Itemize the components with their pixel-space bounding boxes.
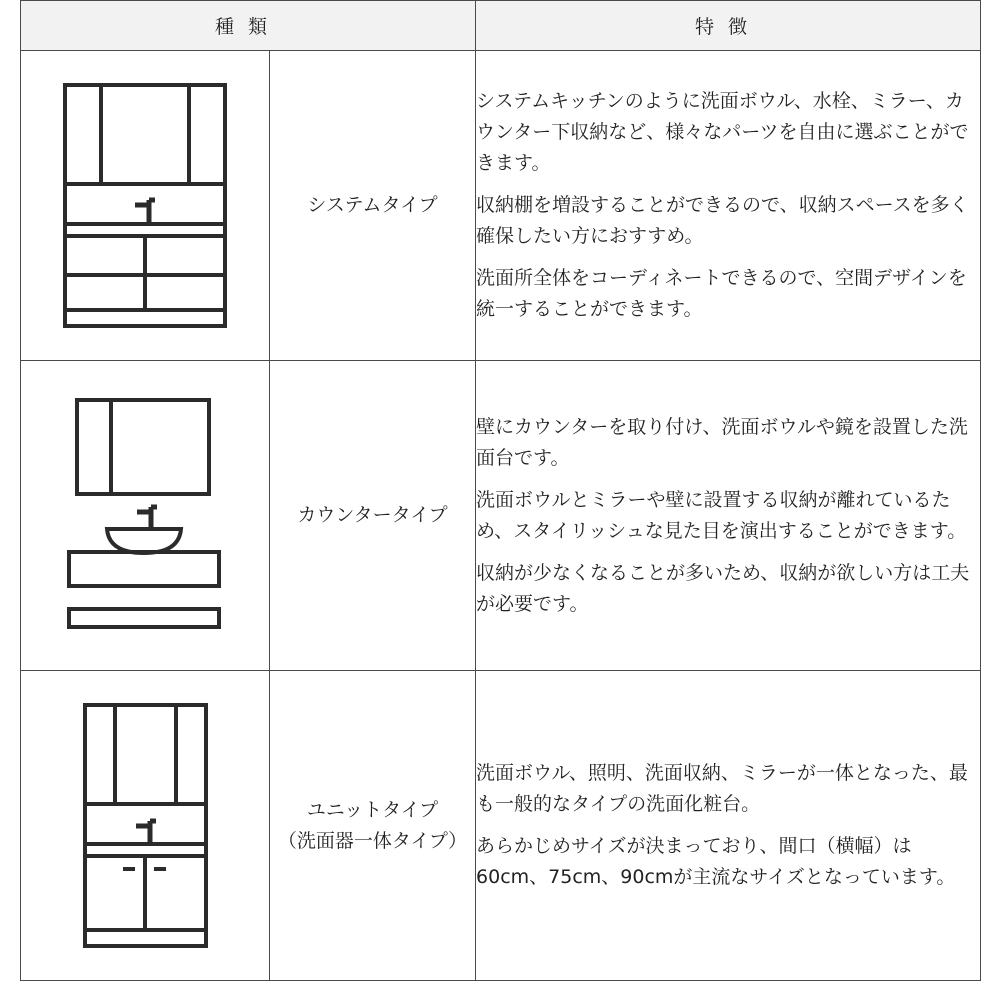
illustration-cell <box>21 361 270 671</box>
description-paragraph: 収納棚を増設することができるので、収納スペースを多く確保したい方におすすめ。 <box>476 194 969 247</box>
type-name: システムタイプ <box>307 194 438 216</box>
header-row <box>21 1 981 51</box>
description-paragraph: システムキッチンのように洗面ボウル、水栓、ミラー、カウンター下収納など、様々なパーツを自由に選ぶことができます。 <box>476 90 969 174</box>
table-row-counter <box>21 361 981 671</box>
type-name-sub: （洗面器一体タイプ） <box>277 829 468 852</box>
description-paragraph: 壁にカウンターを取り付け、洗面ボウルや鏡を設置した洗面台です。 <box>476 415 968 469</box>
description-paragraph: 洗面所全体をコーディネートできるので、空間デザインを統一することができます。 <box>476 267 967 320</box>
table-row-system <box>21 51 981 361</box>
description-paragraph: あらかじめサイズが決まっており、間口（横幅）は60cm、75cm、90cmが主流なサイズとなっています。 <box>476 835 956 888</box>
vanity-types-table <box>20 0 981 981</box>
description-paragraph: 洗面ボウルとミラーや壁に設置する収納が離れているため、スタイリッシュな見た目を演出することができます。 <box>476 488 967 542</box>
table-row-unit <box>21 671 981 981</box>
header-features: 特徴 <box>476 1 981 51</box>
description-paragraph: 洗面ボウル、照明、洗面収納、ミラーが一体となった、最も一般的なタイプの洗面化粧台。 <box>476 762 968 815</box>
counter-vanity-icon <box>67 398 223 633</box>
description-cell <box>476 671 981 981</box>
description-cell <box>476 51 981 361</box>
type-name: カウンタータイプ <box>297 504 448 526</box>
system-vanity-icon <box>63 83 227 328</box>
type-name: ユニットタイプ <box>306 798 439 821</box>
description-cell <box>476 361 981 671</box>
header-type: 種類 <box>21 1 476 51</box>
type-name-cell <box>270 361 476 671</box>
illustration-cell <box>21 671 270 981</box>
description-paragraph: 収納が少なくなることが多いため、収納が欲しい方は工夫が必要です。 <box>476 561 970 615</box>
type-name-cell <box>270 51 476 361</box>
unit-vanity-icon <box>83 703 208 948</box>
illustration-cell <box>21 51 270 361</box>
type-name-cell <box>270 671 476 981</box>
